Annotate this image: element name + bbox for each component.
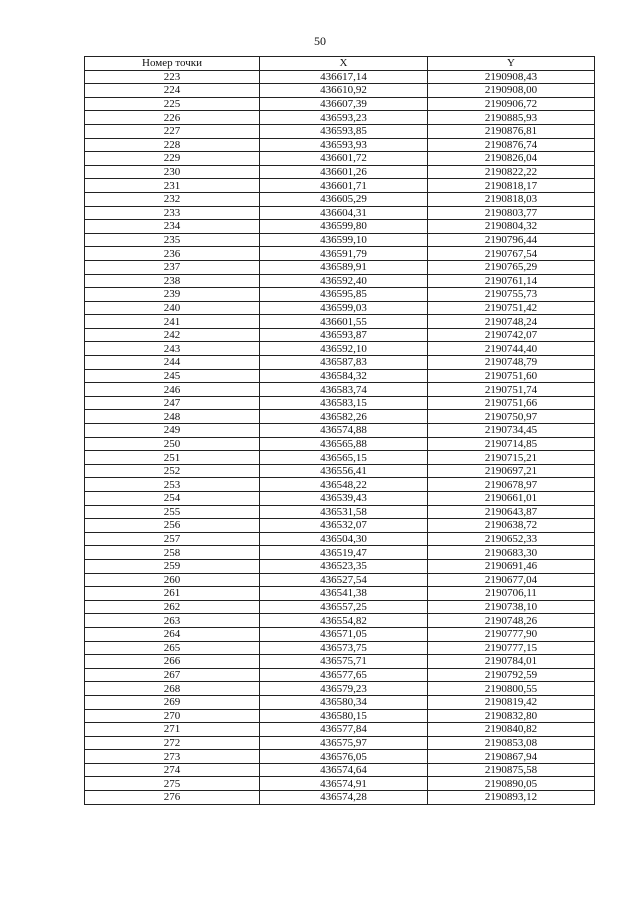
y-cell: 2190800,55	[428, 682, 595, 696]
point-number-cell: 263	[85, 614, 260, 628]
y-cell: 2190804,32	[428, 220, 595, 234]
point-number-cell: 254	[85, 492, 260, 506]
y-cell: 2190796,44	[428, 233, 595, 247]
point-number-cell: 247	[85, 396, 260, 410]
point-number-cell: 274	[85, 763, 260, 777]
table-row	[85, 777, 595, 791]
table-row	[85, 260, 595, 274]
point-number-cell: 276	[85, 791, 260, 805]
x-cell: 436593,85	[260, 124, 428, 138]
table-row	[85, 138, 595, 152]
y-cell: 2190715,21	[428, 451, 595, 465]
point-number-cell: 233	[85, 206, 260, 220]
y-cell: 2190697,21	[428, 464, 595, 478]
point-number-cell: 275	[85, 777, 260, 791]
table-row	[85, 328, 595, 342]
x-cell: 436601,71	[260, 179, 428, 193]
table-row	[85, 424, 595, 438]
y-cell: 2190742,07	[428, 328, 595, 342]
x-cell: 436587,83	[260, 356, 428, 370]
table-row	[85, 505, 595, 519]
y-cell: 2190748,26	[428, 614, 595, 628]
table-row	[85, 573, 595, 587]
point-number-cell: 238	[85, 274, 260, 288]
table-header-row	[85, 57, 595, 71]
x-cell: 436557,25	[260, 600, 428, 614]
table-row	[85, 247, 595, 261]
table-row	[85, 383, 595, 397]
y-cell: 2190777,90	[428, 627, 595, 641]
y-cell: 2190652,33	[428, 532, 595, 546]
x-cell: 436575,71	[260, 655, 428, 669]
y-cell: 2190876,74	[428, 138, 595, 152]
table-row	[85, 464, 595, 478]
y-cell: 2190755,73	[428, 288, 595, 302]
y-cell: 2190832,80	[428, 709, 595, 723]
point-number-cell: 245	[85, 369, 260, 383]
x-cell: 436591,79	[260, 247, 428, 261]
point-number-cell: 272	[85, 736, 260, 750]
y-cell: 2190638,72	[428, 519, 595, 533]
y-cell: 2190876,81	[428, 124, 595, 138]
point-number-cell: 267	[85, 668, 260, 682]
point-number-cell: 242	[85, 328, 260, 342]
x-cell: 436576,05	[260, 750, 428, 764]
y-cell: 2190818,03	[428, 192, 595, 206]
table-row	[85, 124, 595, 138]
y-cell: 2190761,14	[428, 274, 595, 288]
x-cell: 436604,31	[260, 206, 428, 220]
x-cell: 436607,39	[260, 97, 428, 111]
y-cell: 2190906,72	[428, 97, 595, 111]
point-number-cell: 230	[85, 165, 260, 179]
point-number-cell: 223	[85, 70, 260, 84]
x-cell: 436599,03	[260, 301, 428, 315]
x-cell: 436592,10	[260, 342, 428, 356]
x-cell: 436565,88	[260, 437, 428, 451]
y-cell: 2190706,11	[428, 587, 595, 601]
y-cell: 2190738,10	[428, 600, 595, 614]
x-cell: 436571,05	[260, 627, 428, 641]
point-number-cell: 258	[85, 546, 260, 560]
table-row	[85, 627, 595, 641]
y-cell: 2190691,46	[428, 559, 595, 573]
point-number-cell: 237	[85, 260, 260, 274]
point-number-cell: 260	[85, 573, 260, 587]
point-number-cell: 253	[85, 478, 260, 492]
table-row	[85, 736, 595, 750]
x-cell: 436574,91	[260, 777, 428, 791]
table-row	[85, 410, 595, 424]
x-cell: 436556,41	[260, 464, 428, 478]
point-number-cell: 243	[85, 342, 260, 356]
y-cell: 2190893,12	[428, 791, 595, 805]
x-cell: 436617,14	[260, 70, 428, 84]
point-number-cell: 229	[85, 152, 260, 166]
table-row	[85, 165, 595, 179]
y-cell: 2190853,08	[428, 736, 595, 750]
x-cell: 436580,15	[260, 709, 428, 723]
point-number-cell: 226	[85, 111, 260, 125]
point-number-cell: 249	[85, 424, 260, 438]
y-cell: 2190661,01	[428, 492, 595, 506]
x-cell: 436583,74	[260, 383, 428, 397]
x-cell: 436601,26	[260, 165, 428, 179]
x-cell: 436595,85	[260, 288, 428, 302]
page-number: 50	[314, 34, 326, 48]
point-number-cell: 239	[85, 288, 260, 302]
point-number-cell: 256	[85, 519, 260, 533]
y-cell: 2190734,45	[428, 424, 595, 438]
x-cell: 436601,72	[260, 152, 428, 166]
table-row	[85, 451, 595, 465]
header-point-number: Номер точки	[85, 57, 260, 71]
table-row	[85, 478, 595, 492]
table-row	[85, 600, 595, 614]
header-y: Y	[428, 57, 595, 71]
y-cell: 2190885,93	[428, 111, 595, 125]
table-row	[85, 220, 595, 234]
y-cell: 2190748,24	[428, 315, 595, 329]
x-cell: 436504,30	[260, 532, 428, 546]
point-number-cell: 264	[85, 627, 260, 641]
x-cell: 436593,87	[260, 328, 428, 342]
table-row	[85, 437, 595, 451]
point-number-cell: 266	[85, 655, 260, 669]
table-row	[85, 723, 595, 737]
point-number-cell: 248	[85, 410, 260, 424]
table-row	[85, 233, 595, 247]
y-cell: 2190714,85	[428, 437, 595, 451]
y-cell: 2190751,74	[428, 383, 595, 397]
x-cell: 436577,65	[260, 668, 428, 682]
x-cell: 436593,23	[260, 111, 428, 125]
y-cell: 2190784,01	[428, 655, 595, 669]
coordinates-table	[84, 56, 595, 805]
y-cell: 2190643,87	[428, 505, 595, 519]
table-row	[85, 519, 595, 533]
point-number-cell: 240	[85, 301, 260, 315]
point-number-cell: 234	[85, 220, 260, 234]
x-cell: 436593,93	[260, 138, 428, 152]
point-number-cell: 270	[85, 709, 260, 723]
y-cell: 2190840,82	[428, 723, 595, 737]
point-number-cell: 224	[85, 84, 260, 98]
table-row	[85, 763, 595, 777]
y-cell: 2190748,79	[428, 356, 595, 370]
table-row	[85, 546, 595, 560]
x-cell: 436554,82	[260, 614, 428, 628]
point-number-cell: 241	[85, 315, 260, 329]
point-number-cell: 268	[85, 682, 260, 696]
x-cell: 436574,88	[260, 424, 428, 438]
x-cell: 436519,47	[260, 546, 428, 560]
table-row	[85, 614, 595, 628]
y-cell: 2190744,40	[428, 342, 595, 356]
table-row	[85, 695, 595, 709]
point-number-cell: 273	[85, 750, 260, 764]
table-row	[85, 315, 595, 329]
x-cell: 436605,29	[260, 192, 428, 206]
point-number-cell: 227	[85, 124, 260, 138]
table-row	[85, 492, 595, 506]
x-cell: 436575,97	[260, 736, 428, 750]
y-cell: 2190803,77	[428, 206, 595, 220]
y-cell: 2190683,30	[428, 546, 595, 560]
point-number-cell: 269	[85, 695, 260, 709]
y-cell: 2190890,05	[428, 777, 595, 791]
point-number-cell: 251	[85, 451, 260, 465]
table-row	[85, 152, 595, 166]
table-row	[85, 179, 595, 193]
y-cell: 2190822,22	[428, 165, 595, 179]
table-row	[85, 111, 595, 125]
y-cell: 2190765,29	[428, 260, 595, 274]
x-cell: 436539,43	[260, 492, 428, 506]
point-number-cell: 259	[85, 559, 260, 573]
y-cell: 2190867,94	[428, 750, 595, 764]
y-cell: 2190875,58	[428, 763, 595, 777]
point-number-cell: 225	[85, 97, 260, 111]
table-row	[85, 559, 595, 573]
x-cell: 436601,55	[260, 315, 428, 329]
table-row	[85, 84, 595, 98]
x-cell: 436531,58	[260, 505, 428, 519]
point-number-cell: 231	[85, 179, 260, 193]
x-cell: 436523,35	[260, 559, 428, 573]
x-cell: 436582,26	[260, 410, 428, 424]
y-cell: 2190751,66	[428, 396, 595, 410]
point-number-cell: 236	[85, 247, 260, 261]
point-number-cell: 232	[85, 192, 260, 206]
point-number-cell: 257	[85, 532, 260, 546]
x-cell: 436584,32	[260, 369, 428, 383]
table-row	[85, 655, 595, 669]
x-cell: 436527,54	[260, 573, 428, 587]
x-cell: 436548,22	[260, 478, 428, 492]
y-cell: 2190792,59	[428, 668, 595, 682]
x-cell: 436592,40	[260, 274, 428, 288]
table-row	[85, 288, 595, 302]
table-row	[85, 668, 595, 682]
table-row	[85, 396, 595, 410]
table-row	[85, 532, 595, 546]
point-number-cell: 228	[85, 138, 260, 152]
point-number-cell: 252	[85, 464, 260, 478]
x-cell: 436599,10	[260, 233, 428, 247]
x-cell: 436574,28	[260, 791, 428, 805]
table-row	[85, 709, 595, 723]
table-row	[85, 356, 595, 370]
point-number-cell: 250	[85, 437, 260, 451]
table-row	[85, 342, 595, 356]
point-number-cell: 265	[85, 641, 260, 655]
x-cell: 436532,07	[260, 519, 428, 533]
y-cell: 2190777,15	[428, 641, 595, 655]
y-cell: 2190767,54	[428, 247, 595, 261]
table-row	[85, 682, 595, 696]
table-row	[85, 641, 595, 655]
table-row	[85, 192, 595, 206]
y-cell: 2190826,04	[428, 152, 595, 166]
x-cell: 436541,38	[260, 587, 428, 601]
table-row	[85, 97, 595, 111]
table-row	[85, 274, 595, 288]
y-cell: 2190750,97	[428, 410, 595, 424]
point-number-cell: 244	[85, 356, 260, 370]
table-row	[85, 301, 595, 315]
x-cell: 436610,92	[260, 84, 428, 98]
table-row	[85, 750, 595, 764]
y-cell: 2190819,42	[428, 695, 595, 709]
point-number-cell: 262	[85, 600, 260, 614]
y-cell: 2190818,17	[428, 179, 595, 193]
point-number-cell: 235	[85, 233, 260, 247]
header-x: X	[260, 57, 428, 71]
x-cell: 436589,91	[260, 260, 428, 274]
y-cell: 2190678,97	[428, 478, 595, 492]
y-cell: 2190908,00	[428, 84, 595, 98]
point-number-cell: 246	[85, 383, 260, 397]
x-cell: 436580,34	[260, 695, 428, 709]
table-row	[85, 791, 595, 805]
x-cell: 436577,84	[260, 723, 428, 737]
point-number-cell: 271	[85, 723, 260, 737]
y-cell: 2190908,43	[428, 70, 595, 84]
table-body	[85, 70, 595, 804]
x-cell: 436583,15	[260, 396, 428, 410]
point-number-cell: 261	[85, 587, 260, 601]
table-row	[85, 206, 595, 220]
table-row	[85, 369, 595, 383]
x-cell: 436574,64	[260, 763, 428, 777]
x-cell: 436599,80	[260, 220, 428, 234]
x-cell: 436579,23	[260, 682, 428, 696]
x-cell: 436565,15	[260, 451, 428, 465]
y-cell: 2190677,04	[428, 573, 595, 587]
point-number-cell: 255	[85, 505, 260, 519]
y-cell: 2190751,60	[428, 369, 595, 383]
table-row	[85, 587, 595, 601]
x-cell: 436573,75	[260, 641, 428, 655]
y-cell: 2190751,42	[428, 301, 595, 315]
table-row	[85, 70, 595, 84]
